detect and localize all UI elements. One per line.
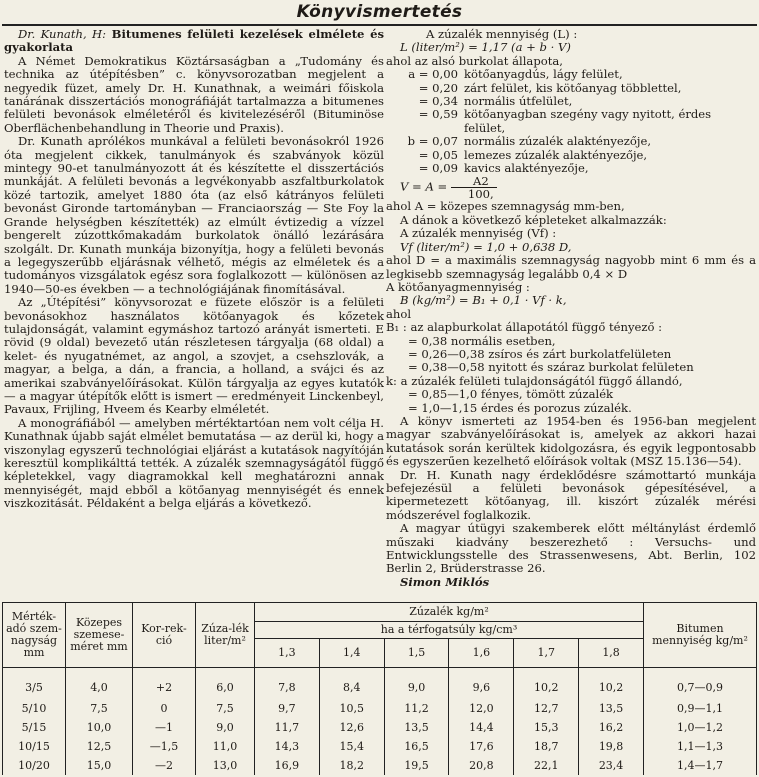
cell-value: 9,7 <box>255 700 320 719</box>
a-def-value: normális útfelület, <box>464 94 573 109</box>
a-def-value: kötőanyagban szegény vagy nyitott, érdes felület, <box>464 107 712 135</box>
header-meretek: Mérték-adó szem-nagyság mm <box>3 603 66 668</box>
formula-b: B (kg/m²) = B₁ + 0,1 · Vf · k, <box>400 293 567 308</box>
table-row <box>3 668 757 700</box>
b1-values <box>386 335 756 375</box>
table-row <box>3 737 757 756</box>
paragraph-5: A könyv ismerteti az 1954-ben és 1956-ban megjelent magyar szabványelőírásokat is, amelyek az akkori hazai kutatások során kerültek kidolgozásra, és egyik legpontosabb és egyszerűen kezelhető előírások voltak (MSZ 15.136—54). <box>386 413 756 469</box>
formula-v-fraction <box>451 175 497 200</box>
header-zuzalek-liter: Zúza-lék liter/m² <box>196 603 255 668</box>
cell-mean: 10,0 <box>66 718 133 737</box>
a-def-value: kötőanyagdús, lágy felület, <box>464 67 623 82</box>
a-def-row <box>386 68 756 81</box>
header-kozepes: Közepes szemese-méret mm <box>66 603 133 668</box>
b-def-row <box>386 149 756 162</box>
b1-value: = 0,38—0,58 nyitott és száraz burkolat felületen <box>408 360 694 375</box>
cell-liter: 11,0 <box>196 737 255 756</box>
cell-value: 22,1 <box>514 756 579 775</box>
d-definition: ahol D = a maximális szemnagyság nagyobb mint 6 mm és a legkisebb szemnagyság legalább 0,4 × D <box>386 253 756 281</box>
cell-bitumen: 1,4—1,7 <box>644 756 757 775</box>
cell-value: 11,2 <box>384 700 449 719</box>
cell-value: 10,2 <box>514 668 579 700</box>
cell-liter: 13,0 <box>196 756 255 775</box>
cell-value: 16,2 <box>579 718 644 737</box>
cell-mean: 4,0 <box>66 668 133 700</box>
article-title: Bitumenes felületi kezelések elmélete és gyakorlata <box>4 28 384 55</box>
cell-correction: —2 <box>133 756 196 775</box>
k-values <box>386 388 756 415</box>
a-def-row <box>386 108 756 135</box>
cell-value: 16,5 <box>384 737 449 756</box>
header-density: 1,5 <box>384 639 449 668</box>
cell-correction: 0 <box>133 700 196 719</box>
cell-bitumen: 0,9—1,1 <box>644 700 757 719</box>
formula-l: L (liter/m²) = 1,17 (a + b · V) <box>400 40 571 55</box>
cell-value: 9,6 <box>449 668 514 700</box>
cell-size: 5/15 <box>3 718 66 737</box>
cell-value: 19,5 <box>384 756 449 775</box>
cell-liter: 7,5 <box>196 700 255 719</box>
formula-v <box>386 175 756 200</box>
cell-value: 16,9 <box>255 756 320 775</box>
header-density: 1,8 <box>579 639 644 668</box>
a-def-key: = 0,20 <box>418 80 458 95</box>
cell-value: 10,2 <box>579 668 644 700</box>
cell-value: 12,7 <box>514 700 579 719</box>
a-def-key: a = 0,00 <box>408 67 458 82</box>
paragraph-3: Az „Útépítési” könyvsorozat e füzete először is a felületi bevonásokhoz használatos kötőanyagok és kőzetek tulajdonságát, valamint egymáshoz tartozó arányát ismerteti. E rövid (9 oldal) bevezető után részletesen tárgyalja (68 oldal) a kelet- és nyugatnémet, az angol, a szovjet, a csehszlovák, a magyar, a belga, a dán, a francia, a holland, a svájci és az amerikai szabványelőírásokat. Külön tárgyalja az egyes kutatók — a magyar útépítők előtt is ismert — eredményeit Linckenbeyl, Pavaux, Frijling, Hveem és Kearby elméletét. <box>4 295 384 417</box>
paragraph-2: Dr. Kunath aprólékos munkával a felületi bevonásokról 1926 óta megjelent cikkek, tanulmányok és szabványok közül mintegy 90-et tanulmányozott át és készítette el disszertációs munkáját. A felületi bevonás a legvékonyabb aszfaltburkolatok közé tartozik, amelyet 1880 óta (az első kátrányos felületi bevonást Gironde tartományban — Franciaország — Ste Foy la Grande helységben készítették) az elmúlt évtizedig a vízzel bengerelt zúzottkőmakadám burkolatok önálló lezárására szolgált. Dr. Kunath munkája bizonyítja, hogy a felületi bevonás a legegyszerűbb eljárásnak vélhető, mégis az elméletek és a tudományos vizsgálatok egész sora foglalkozott — különösen az 1940—50-es években — a technológiájának finomításával. <box>4 134 384 296</box>
cell-value: 23,4 <box>579 756 644 775</box>
formula-v-numerator: A2 <box>451 175 497 188</box>
cell-bitumen: 0,7—0,9 <box>644 668 757 700</box>
cell-correction: +2 <box>133 668 196 700</box>
cell-value: 8,4 <box>319 668 384 700</box>
cell-value: 19,8 <box>579 737 644 756</box>
signature: Simon Miklós <box>400 574 490 589</box>
cell-value: 13,5 <box>579 700 644 719</box>
header-subgroup: ha a térfogatsúly kg/cm³ <box>255 622 644 639</box>
a-def-key: = 0,34 <box>418 94 458 109</box>
binder-label: A kötőanyagmennyiség : <box>386 279 530 294</box>
a-size-definition: ahol A = közepes szemnagyság mm-ben, <box>386 199 625 214</box>
article-author: Dr. Kunath, H: <box>18 28 106 41</box>
cell-size: 5/10 <box>3 700 66 719</box>
cell-mean: 15,0 <box>66 756 133 775</box>
paragraph-7: A magyar útügyi szakemberek előtt méltánylást érdemlő műszaki kiadvány beszerezhető : Versuchs- und Entwicklungsstelle des Strassenwesens, Abt. Berlin, 102 Berlin 2, Brüderstrasse 26. <box>386 521 756 576</box>
b-def-row <box>386 135 756 148</box>
cell-mean: 7,5 <box>66 700 133 719</box>
b1-definition: B₁ : az alapburkolat állapotától függő tényező : <box>386 320 663 335</box>
cell-value: 20,8 <box>449 756 514 775</box>
table-body <box>3 668 757 776</box>
b1-value: = 0,26—0,38 zsíros és zárt burkolatfelületen <box>408 346 672 361</box>
formula-v-left: V = A = <box>400 179 448 194</box>
cell-mean: 12,5 <box>66 737 133 756</box>
cell-value: 14,4 <box>449 718 514 737</box>
header-density: 1,4 <box>319 639 384 668</box>
cell-value: 13,5 <box>384 718 449 737</box>
a-def-row <box>386 82 756 95</box>
header-density: 1,6 <box>449 639 514 668</box>
b1-value: = 0,38 normális esetben, <box>408 333 556 348</box>
table-row <box>3 700 757 719</box>
header-korrekcio: Kor-rek-ció <box>133 603 196 668</box>
cell-value: 18,2 <box>319 756 384 775</box>
left-column <box>4 28 384 600</box>
paragraph-1: A Német Demokratikus Köztársaságban a „Tudomány és technika az útépítésben” c. könyvsorozatban megjelent a negyedik füzet, amely Dr. H. Kunathnak, a weimári főiskola tanárának disszertációs monográfiáját tartalmazza a bitumenes felületi bevonások elméletéről és kivitelezéséről (Bituminöse Oberflächenbehandlung in Theorie und Praxis). <box>4 53 384 135</box>
a-definitions <box>386 68 756 135</box>
title-rule <box>2 24 757 26</box>
cell-value: 11,7 <box>255 718 320 737</box>
cell-bitumen: 1,0—1,2 <box>644 718 757 737</box>
cell-value: 18,7 <box>514 737 579 756</box>
cell-value: 15,4 <box>319 737 384 756</box>
cell-size: 10/15 <box>3 737 66 756</box>
cell-value: 7,8 <box>255 668 320 700</box>
paragraph-4: A monográfiából — amelyben mértéktartóan nem volt célja H. Kunathnak újabb saját elmélet bemutatása — az derül ki, hogy a viszonylag egyszerű technológiai eljárást a kutatások nagyítóján keresztül komplikálttá tették. A zúzalék szemnagyságától függő képletekkel, vagy diagramokkal kell meghatározni annak mennyiségét, majd ebből a kötőanyag mennyiségét és ennek viszkozitását. Példaként a belga eljárás a következő. <box>4 415 384 511</box>
formula-vf: Vf (liter/m²) = 1,0 + 0,638 D, <box>400 239 572 254</box>
page-title: Könyvismertetés <box>296 2 463 22</box>
a-def-key: = 0,59 <box>418 107 458 122</box>
k-value: = 0,85—1,0 fényes, tömött zúzalék <box>408 387 614 402</box>
cell-value: 12,0 <box>449 700 514 719</box>
b-def-value: kavics alaktényezője, <box>464 161 589 176</box>
cell-liter: 6,0 <box>196 668 255 700</box>
cell-size: 10/20 <box>3 756 66 775</box>
table-row <box>3 756 757 775</box>
cell-value: 17,6 <box>449 737 514 756</box>
vf-label: A zúzalék mennyiség (Vf) : <box>400 226 557 241</box>
b-def-value: normális zúzalék alaktényezője, <box>464 134 652 149</box>
right-column <box>386 28 756 600</box>
danish-intro: A dánok a következő képleteket alkalmazzák: <box>400 212 667 227</box>
zuzalek-label: A zúzalék mennyiség (L) : <box>426 28 578 41</box>
where-label: ahol az alsó burkolat állapota, <box>386 53 563 68</box>
cell-value: 12,6 <box>319 718 384 737</box>
cell-value: 15,3 <box>514 718 579 737</box>
table-row <box>3 718 757 737</box>
header-group: Zúzalék kg/m² <box>255 603 644 622</box>
k-definition: k: a zúzalék felületi tulajdonságától függő állandó, <box>386 373 683 388</box>
k-value: = 1,0—1,15 érdes és porozus zúzalék. <box>408 400 632 415</box>
b-def-key: = 0,09 <box>418 161 458 176</box>
cell-value: 9,0 <box>384 668 449 700</box>
b-definitions <box>386 135 756 175</box>
cell-value: 14,3 <box>255 737 320 756</box>
formula-v-denominator: 100, <box>467 187 494 202</box>
cell-bitumen: 1,1—1,3 <box>644 737 757 756</box>
header-bitumen: Bitumen mennyiség kg/m² <box>644 603 757 668</box>
a-def-value: zárt felület, kis kötőanyag többlettel, <box>464 80 682 95</box>
where-label-2: ahol <box>386 306 412 321</box>
b-def-row <box>386 162 756 175</box>
cell-correction: —1 <box>133 718 196 737</box>
b-def-key: b = 0,07 <box>407 134 458 149</box>
data-table <box>2 602 757 775</box>
cell-value: 10,5 <box>319 700 384 719</box>
header-density: 1,7 <box>514 639 579 668</box>
article-heading <box>4 28 384 55</box>
cell-liter: 9,0 <box>196 718 255 737</box>
b-def-value: lemezes zúzalék alaktényezője, <box>464 147 648 162</box>
cell-size: 3/5 <box>3 668 66 700</box>
paragraph-6: Dr. H. Kunath nagy érdeklődésre számottartó munkája befejezésül a felületi bevonások gépesítésével, a kipermetezett kötőanyag, ill. kiszórt zúzalék mérési módszerével foglalkozik. <box>386 467 756 522</box>
cell-correction: —1,5 <box>133 737 196 756</box>
b-def-key: = 0,05 <box>418 147 458 162</box>
header-density: 1,3 <box>255 639 320 668</box>
a-def-row <box>386 95 756 108</box>
